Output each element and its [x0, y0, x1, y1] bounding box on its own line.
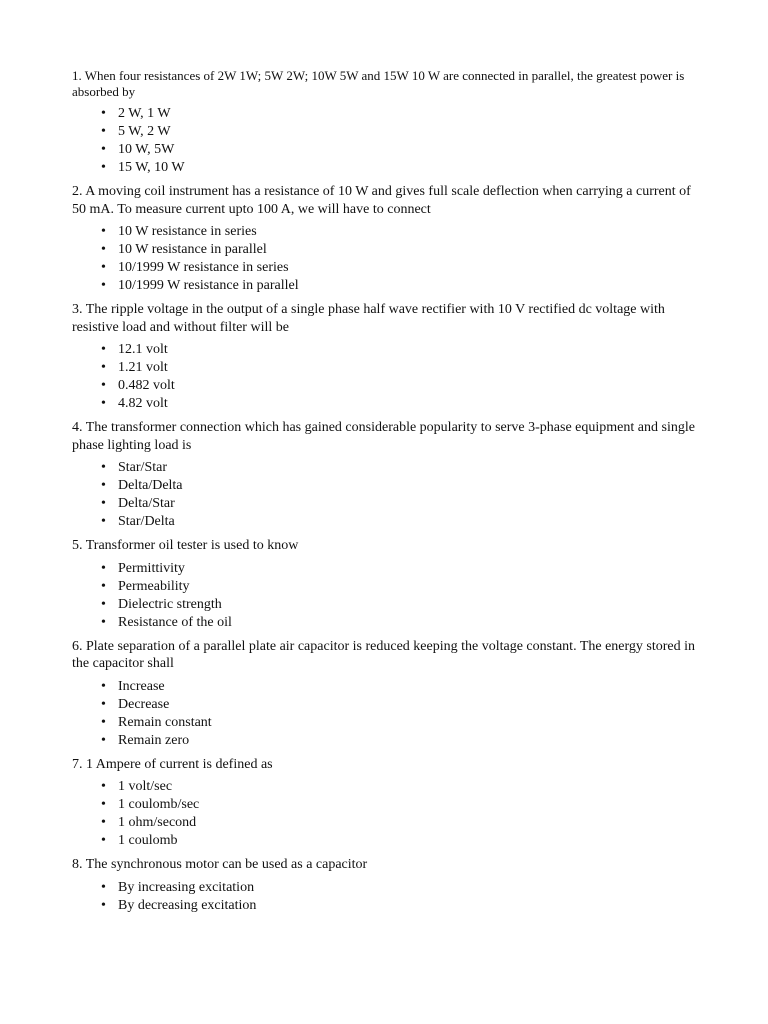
option-label: 5 W, 2 W — [118, 124, 171, 139]
question-3 — [72, 301, 702, 413]
bullet-icon: • — [101, 106, 106, 121]
question-8 — [72, 856, 702, 915]
option-label: By increasing excitation — [118, 879, 255, 895]
option-list — [72, 223, 702, 295]
option-label: 15 W, 10 W — [118, 160, 185, 175]
option-label: Decrease — [118, 696, 170, 712]
option-item — [72, 796, 702, 814]
option-item — [72, 578, 702, 596]
option-label: Delta/Star — [118, 496, 175, 511]
option-item — [72, 105, 702, 123]
option-item — [72, 732, 702, 750]
question-6 — [72, 638, 702, 750]
option-label: 12.1 volt — [118, 342, 168, 357]
option-item — [72, 459, 702, 477]
option-label: 10 W resistance in parallel — [118, 242, 267, 257]
option-item — [72, 223, 702, 241]
bullet-icon: • — [101, 396, 106, 411]
question-text: 8. The synchronous motor can be used as a capacitor — [72, 857, 368, 872]
bullet-icon: • — [101, 496, 106, 511]
option-item — [72, 477, 702, 495]
option-list — [72, 341, 702, 413]
option-list — [72, 678, 702, 750]
question-7 — [72, 756, 702, 851]
question-text: 5. Transformer oil tester is used to know — [72, 538, 299, 553]
option-label: Remain zero — [118, 732, 190, 748]
bullet-icon: • — [101, 160, 106, 175]
bullet-icon: • — [101, 460, 106, 475]
question-text: 4. The transformer connection which has gained considerable popularity to serve 3-phase equipment and single phase lighting load is — [72, 420, 695, 453]
bullet-icon: • — [101, 260, 106, 275]
bullet-icon: • — [101, 578, 106, 594]
option-item — [72, 359, 702, 377]
bullet-icon: • — [101, 224, 106, 239]
option-item — [72, 259, 702, 277]
option-label: Permeability — [118, 578, 190, 594]
option-label: Dielectric strength — [118, 596, 222, 612]
option-label: Increase — [118, 678, 165, 694]
option-label: 1.21 volt — [118, 360, 168, 375]
bullet-icon: • — [101, 514, 106, 529]
option-label: Delta/Delta — [118, 478, 183, 493]
bullet-icon: • — [101, 596, 106, 612]
option-item — [72, 614, 702, 632]
option-item — [72, 714, 702, 732]
option-label: 10 W, 5W — [118, 142, 175, 157]
option-label: 4.82 volt — [118, 396, 168, 411]
question-text: 7. 1 Ampere of current is defined as — [72, 756, 273, 772]
question-text: 6. Plate separation of a parallel plate air capacitor is reduced keeping the voltage constant. The energy stored in the capacitor shall — [72, 638, 696, 671]
bullet-icon: • — [101, 560, 106, 576]
option-list — [72, 879, 702, 915]
bullet-icon: • — [101, 815, 106, 830]
question-4 — [72, 419, 702, 531]
option-list — [72, 560, 702, 632]
option-label: 1 volt/sec — [118, 779, 173, 794]
bullet-icon: • — [101, 714, 106, 730]
question-1 — [72, 68, 702, 177]
bullet-icon: • — [101, 879, 106, 895]
option-item — [72, 341, 702, 359]
option-list — [72, 778, 702, 850]
option-label: 10 W resistance in series — [118, 224, 257, 239]
option-label: 10/1999 W resistance in parallel — [118, 278, 299, 293]
option-item — [72, 277, 702, 295]
document-page — [72, 68, 702, 921]
bullet-icon: • — [101, 897, 106, 913]
bullet-icon: • — [101, 797, 106, 812]
option-list — [72, 459, 702, 531]
question-text: 3. The ripple voltage in the output of a single phase half wave rectifier with 10 V rectified dc voltage with resistive load and without filter will be — [72, 302, 665, 335]
bullet-icon: • — [101, 779, 106, 794]
question-text: 1. When four resistances of 2W 1W; 5W 2W; 10W 5W and 15W 10 W are connected in parallel, the greatest power is absorbed by — [72, 68, 685, 99]
bullet-icon: • — [101, 378, 106, 393]
option-label: Remain constant — [118, 714, 212, 730]
question-2 — [72, 183, 702, 295]
bullet-icon: • — [101, 142, 106, 157]
bullet-icon: • — [101, 242, 106, 257]
option-item — [72, 696, 702, 714]
option-label: 1 coulomb/sec — [118, 797, 200, 812]
option-item — [72, 560, 702, 578]
option-label: 10/1999 W resistance in series — [118, 260, 289, 275]
option-item — [72, 141, 702, 159]
option-item — [72, 832, 702, 850]
question-text: 2. A moving coil instrument has a resistance of 10 W and gives full scale deflection when carrying a current of 50 mA. To measure current upto 100 A, we will have to connect — [72, 184, 691, 217]
option-list — [72, 105, 702, 177]
bullet-icon: • — [101, 614, 106, 630]
option-item — [72, 241, 702, 259]
option-item — [72, 377, 702, 395]
option-item — [72, 123, 702, 141]
option-label: 0.482 volt — [118, 378, 175, 393]
option-item — [72, 513, 702, 531]
option-label: By decreasing excitation — [118, 897, 257, 913]
option-item — [72, 678, 702, 696]
bullet-icon: • — [101, 478, 106, 493]
option-label: Star/Star — [118, 460, 167, 475]
option-label: 1 coulomb — [118, 833, 178, 848]
question-5 — [72, 537, 702, 632]
option-item — [72, 778, 702, 796]
bullet-icon: • — [101, 732, 106, 748]
bullet-icon: • — [101, 678, 106, 694]
bullet-icon: • — [101, 278, 106, 293]
option-label: Permittivity — [118, 560, 185, 576]
option-item — [72, 159, 702, 177]
bullet-icon: • — [101, 833, 106, 848]
bullet-icon: • — [101, 342, 106, 357]
option-item — [72, 495, 702, 513]
bullet-icon: • — [101, 696, 106, 712]
option-label: 1 ohm/second — [118, 815, 197, 830]
option-item — [72, 814, 702, 832]
option-label: Resistance of the oil — [118, 614, 232, 630]
option-label: 2 W, 1 W — [118, 106, 171, 121]
option-item — [72, 897, 702, 915]
bullet-icon: • — [101, 360, 106, 375]
option-label: Star/Delta — [118, 514, 175, 529]
option-item — [72, 879, 702, 897]
bullet-icon: • — [101, 124, 106, 139]
option-item — [72, 596, 702, 614]
option-item — [72, 395, 702, 413]
